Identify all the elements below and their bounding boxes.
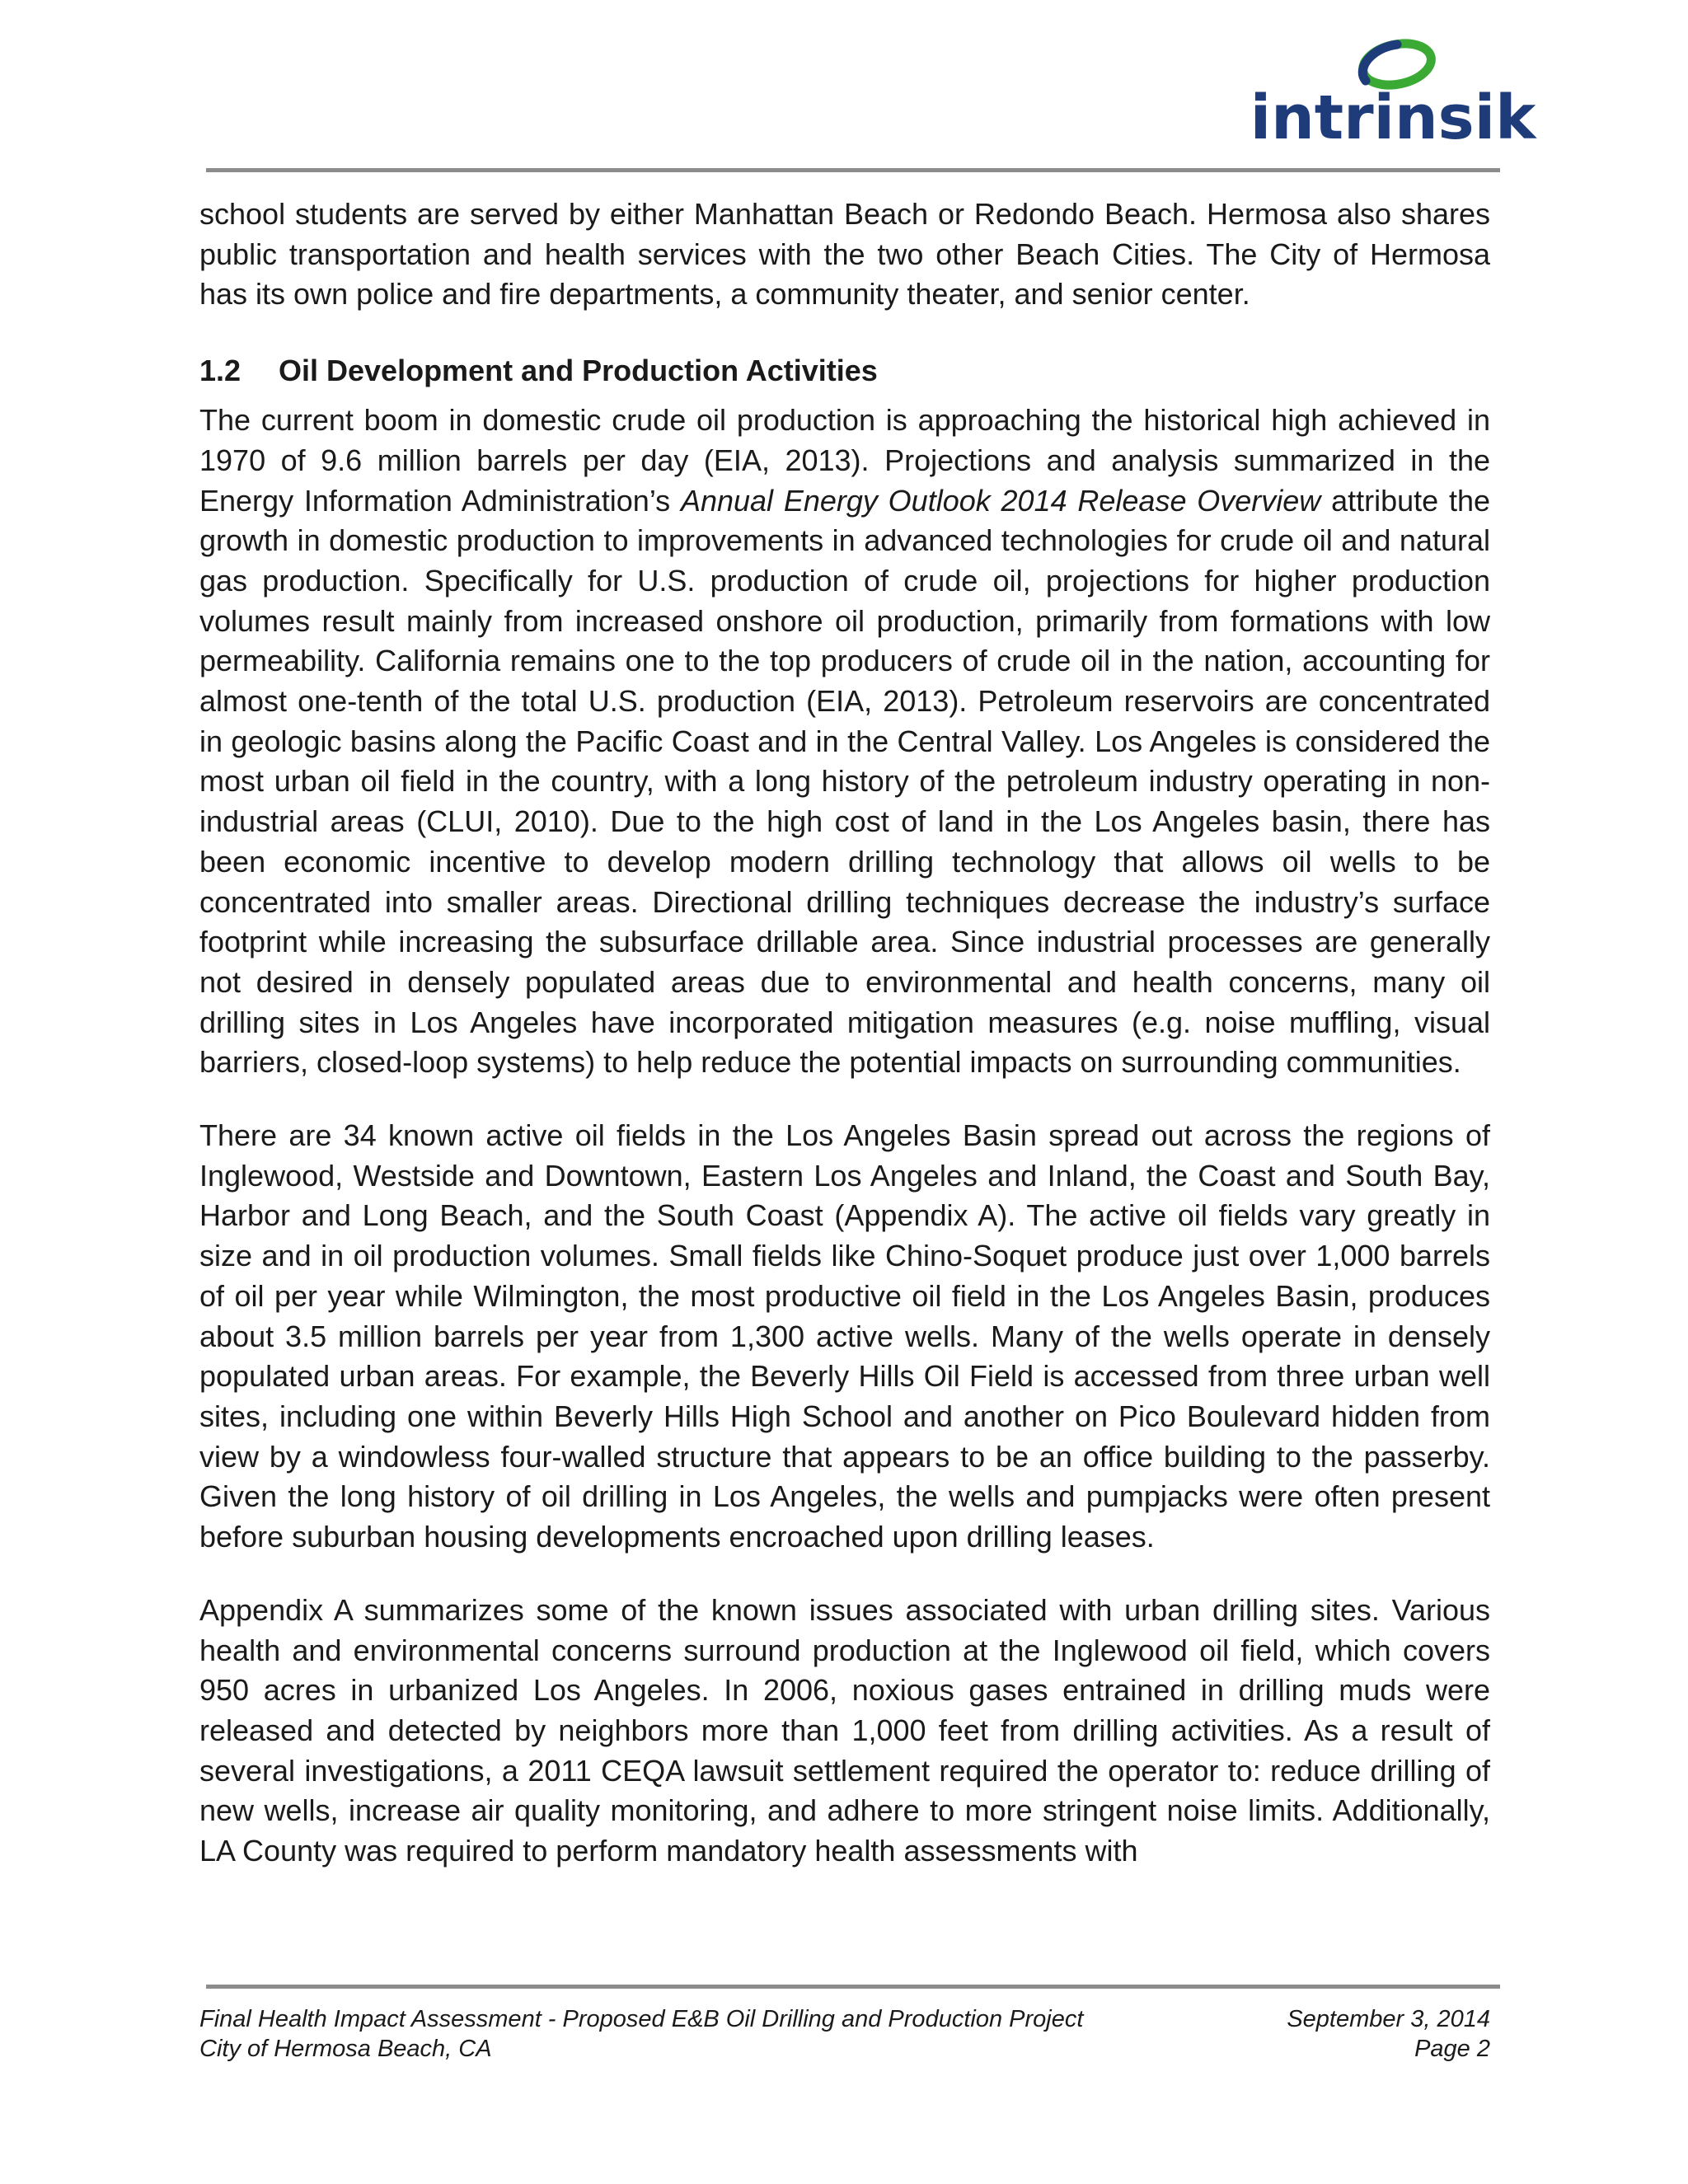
footer-document-title: Final Health Impact Assessment - Proposed E&B Oil Drilling and Production Project xyxy=(199,2006,1084,2032)
section-number: 1.2 xyxy=(199,354,241,388)
paragraph-active-oil-fields: There are 34 known active oil fields in the Los Angeles Basin spread out across the regions of Inglewood, Westside and Downtown, Eastern Los Angeles and Inland, the Coast and South Bay, Harbor and Long Beach, and the South Coast (Appendix A). The active oil fields vary greatly in size and in oil production volumes. Small fields like Chino-Soquet produce just over 1,000 barrels of oil per year while Wilmington, the most productive oil field in the Los Angeles Basin, produces about 3.5 million barrels per year from 1,300 active wells. Many of the wells operate in densely populated urban areas. For example, the Beverly Hills Oil Field is accessed from three urban well sites, including one within Beverly Hills High School and another on Pico Boulevard hidden from view by a windowless four-walled structure that appears to be an office building to the passerby. Given the long history of oil drilling in Los Angeles, the wells and pumpjacks were often present before suburban housing developments encroached upon drilling leases. xyxy=(199,1118,1490,1554)
paragraph-appendix-a: Appendix A summarizes some of the known issues associated with urban drilling sites. Various health and environmental concerns surround production at the Inglewood oil field, which covers 950 acres in urbanized Los Angeles. In 2006, noxious gases entrained in drilling muds were released and detected by neighbors more than 1,000 feet from drilling activities. As a result of several investigations, a 2011 CEQA lawsuit settlement required the operator to: reduce drilling of new wells, increase air quality monitoring, and adhere to more stringent noise limits. Additionally, LA County was required to perform mandatory health assessments with xyxy=(199,1592,1490,1868)
header-divider xyxy=(206,168,1500,172)
paragraph-oil-production-part-2: attribute the growth in domestic production to improvements in advanced technologies for crude oil and natural gas production. Specifically for U.S. production of crude oil, projections for higher production volumes result mainly from increased onshore oil production, primarily from formations with low permeability. California remains one to the top producers of crude oil in the nation, accounting for almost one-tenth of the total U.S. production (EIA, 2013). Petroleum reservoirs are concentrated in geologic basins along the Pacific Coast and in the Central Valley. Los Angeles is considered the most urban oil field in the country, with a long history of the petroleum industry operating in non-industrial areas (CLUI, 2010). Due to the high cost of land in the Los Angeles basin, there has been economic incentive to develop modern drilling technology that allows oil wells to be concentrated into smaller areas. Directional drilling techniques decrease the industry’s surface footprint while increasing the subsurface drillable area. Since industrial processes are generally not desired in densely populated areas due to environmental and health concerns, many oil drilling sites in Los Angeles have incorporated mitigation measures (e.g. noise muffling, visual barriers, closed-loop systems) to help reduce the potential impacts on surrounding communities. xyxy=(199,483,1490,1080)
footer-divider xyxy=(206,1985,1500,1989)
footer-date: September 3, 2014 xyxy=(1287,2006,1490,2032)
intro-paragraph: school students are served by either Manhattan Beach or Redondo Beach. Hermosa also shares public transportation and health services with the two other Beach Cities. The City of Hermosa has its own police and fire departments, a community theater, and senior center. xyxy=(199,197,1490,312)
page-footer xyxy=(199,2004,1490,2064)
paragraph-oil-production-part-1: The current boom in domestic crude oil production is approaching the historical high achieved in 1970 of 9.6 million barrels per day (EIA, 2013). Projections and analysis summarized in the Energy Information Administration’s xyxy=(199,403,1490,518)
paragraph-oil-production xyxy=(199,401,1490,1083)
intrinsik-logo xyxy=(1250,33,1536,153)
report-title-italic: Annual Energy Outlook 2014 Release Overview xyxy=(680,483,1321,518)
footer-page-number: Page 2 xyxy=(1414,2036,1490,2062)
page-body xyxy=(199,194,1490,1872)
section-title: Oil Development and Production Activities xyxy=(279,354,878,388)
logo-wordmark: intrinsik xyxy=(1250,82,1536,153)
section-heading xyxy=(199,346,1490,396)
footer-location: City of Hermosa Beach, CA xyxy=(199,2036,492,2062)
